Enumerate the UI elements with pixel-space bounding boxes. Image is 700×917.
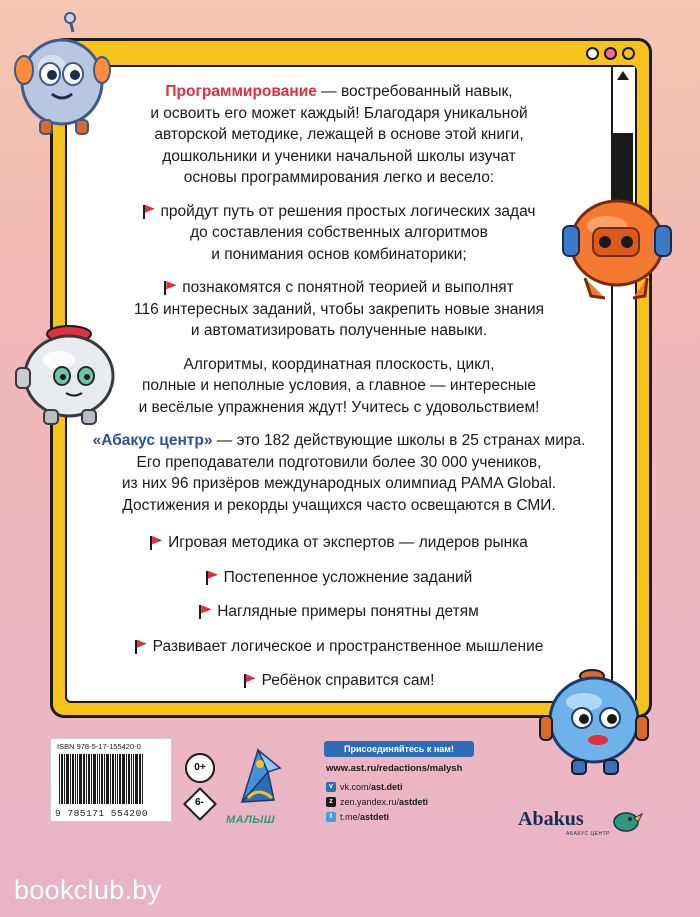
bullet-1-line2: до составления собственных алгоритмов <box>190 224 488 241</box>
description-text <box>67 67 611 701</box>
barcode-number: 9 785171 554200 <box>55 808 149 819</box>
topics-line3: и весёлые упражнения ждут! Учитесь с удовольствием! <box>138 398 540 416</box>
abakus-highlight: «Абакус центр» <box>92 432 213 449</box>
zen-link[interactable] <box>326 797 428 807</box>
vk-prefix: vk.com/ <box>340 782 372 792</box>
window-body <box>65 65 637 703</box>
bullet-2-line3: и автоматизировать полученные навыки. <box>190 322 488 339</box>
intro-paragraph <box>89 81 589 189</box>
social-links <box>324 741 474 825</box>
window-dot-yellow-icon <box>622 47 635 60</box>
flag-pole-icon <box>244 674 246 688</box>
feature-text: Наглядные примеры понятны детям <box>217 603 479 620</box>
intro-line2: и освоить его может каждый! Благодаря уникальной <box>150 104 528 122</box>
zen-icon: z <box>326 797 336 807</box>
intro-line1: — востребованный навык, <box>316 83 513 100</box>
abakus-line2: Его преподаватели подготовили более 30 000 учеников, <box>136 453 542 471</box>
intro-line4: дошкольники и ученики начальной школы изучат <box>162 147 516 165</box>
flag-pole-icon <box>143 205 145 219</box>
age-rating-2-text: 6- <box>195 797 204 808</box>
flag-pole-icon <box>135 640 137 654</box>
vk-link[interactable] <box>326 782 403 792</box>
robot-blue-icon <box>538 666 650 778</box>
retro-window-frame <box>50 38 652 718</box>
age-rating-text: 0+ <box>194 762 206 773</box>
red-flag-icon <box>152 536 162 548</box>
intro-line5: основы программирования легко и весело: <box>183 169 495 186</box>
abakus-line4: Достижения и рекорды учащихся часто освещаются в СМИ. <box>122 496 556 514</box>
feature-text: Игровая методика от экспертов — лидеров рынка <box>168 534 528 551</box>
topics-paragraph <box>89 354 589 419</box>
bullet-1-line1: пройдут путь от решения простых логических задач <box>160 202 536 220</box>
abakus-subtitle: АБАКУС ЦЕНТР <box>566 831 611 837</box>
feature-bullet <box>89 670 589 692</box>
abakus-line1: — это 182 действующие школы в 25 странах мира. <box>212 432 586 449</box>
flag-pole-icon <box>206 571 208 585</box>
age-rating-badge <box>185 753 215 783</box>
telegram-icon: t <box>326 812 336 822</box>
zen-handle: astdeti <box>399 797 429 807</box>
publisher-name: МАЛЫШ <box>226 814 276 826</box>
footer-watermark: bookclub.by <box>14 875 162 905</box>
tg-handle: astdeti <box>360 812 390 822</box>
telegram-link[interactable] <box>326 812 389 822</box>
feature-bullet <box>89 601 589 623</box>
scroll-up-arrow-icon[interactable] <box>617 71 629 80</box>
barcode <box>50 738 172 822</box>
robot-orange-icon <box>555 188 675 303</box>
red-flag-icon <box>166 281 176 293</box>
red-flag-icon <box>208 571 218 583</box>
bullet-1 <box>89 201 589 266</box>
red-flag-icon <box>137 640 147 652</box>
flag-pole-icon <box>199 605 201 619</box>
topics-line1: Алгоритмы, координатная плоскость, цикл, <box>183 355 495 373</box>
robot-white-icon <box>14 318 129 428</box>
bullet-2-line2: 116 интересных заданий, чтобы закрепить новые знания <box>133 300 545 318</box>
robot-top-left-icon <box>10 12 115 137</box>
scrollbar[interactable] <box>611 67 635 701</box>
feature-bullet <box>89 636 589 658</box>
abakus-logo: Abakus <box>518 808 584 830</box>
flag-pole-icon <box>150 536 152 550</box>
feature-text: Постепенное усложнение заданий <box>223 568 473 586</box>
flag-pole-icon <box>164 281 166 295</box>
zen-prefix: zen.yandex.ru/ <box>340 797 400 807</box>
topics-line2: полные и неполные условия, а главное — интересные <box>141 377 537 394</box>
red-flag-icon <box>246 674 256 686</box>
feature-bullet <box>89 567 589 589</box>
window-dot-pink-icon <box>604 47 617 60</box>
intro-line3: авторской методике, лежащей в основе этой книги, <box>154 126 524 143</box>
feature-text: Развивает логическое и пространственное мышление <box>152 637 544 655</box>
join-banner: Присоединяйтесь к нам! <box>324 741 474 757</box>
bullet-1-line3: и понимания основ комбинаторики; <box>211 245 467 263</box>
abakus-bird-icon <box>610 808 644 834</box>
window-controls <box>586 47 635 60</box>
isbn-label: ISBN 978-5-17-155420-0 <box>57 742 141 751</box>
red-flag-icon <box>201 605 211 617</box>
website-link[interactable]: www.ast.ru/redactions/malysh <box>326 763 463 774</box>
bullet-2-line1: познакомятся с понятной теорией и выполнят <box>182 279 514 296</box>
vk-handle: ast.deti <box>371 782 403 792</box>
abakus-paragraph <box>89 430 589 516</box>
abakus-line3: из них 96 призёров международных олимпиад PAMA Global. <box>121 475 557 492</box>
window-dot-white-icon <box>586 47 599 60</box>
tg-prefix: t.me/ <box>340 812 361 822</box>
red-flag-icon <box>145 205 155 217</box>
feature-text: Ребёнок справится сам! <box>261 672 435 689</box>
vk-icon: v <box>326 782 336 792</box>
bullet-2 <box>89 277 589 342</box>
intro-highlight: Программирование <box>165 83 317 100</box>
barcode-bars-icon <box>59 754 165 804</box>
feature-bullet <box>89 532 589 554</box>
